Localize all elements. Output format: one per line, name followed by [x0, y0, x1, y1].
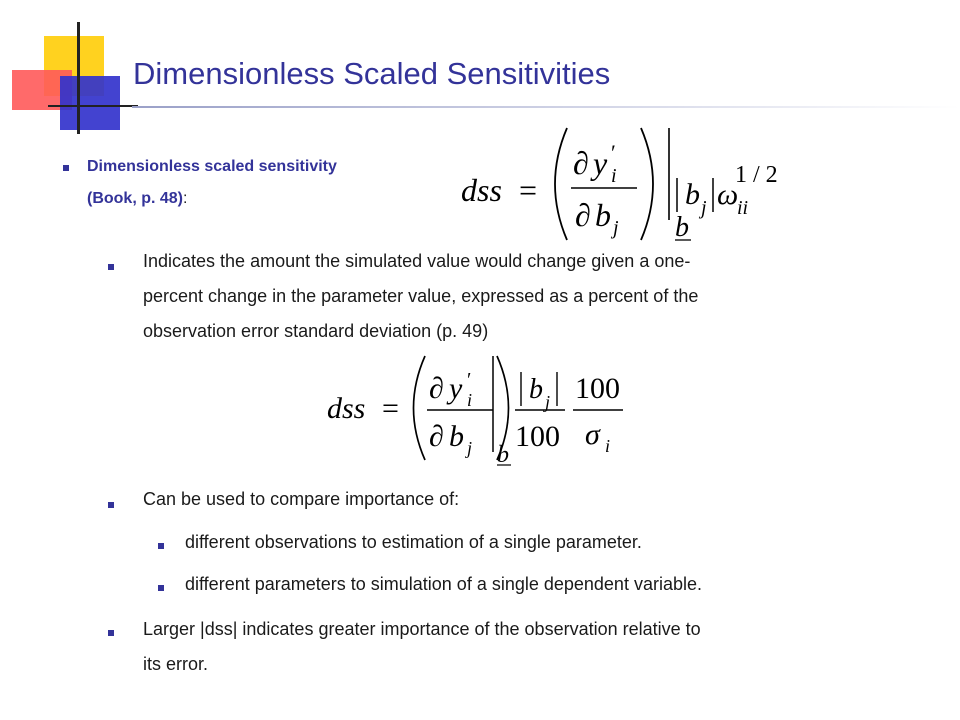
sub-bullet-marker: [158, 543, 164, 549]
eval-var: b: [675, 212, 689, 243]
num-sub: i: [611, 165, 617, 187]
logo-horizontal-line: [48, 105, 138, 107]
eq-lhs: dss: [327, 392, 366, 425]
num-sub: i: [467, 390, 473, 410]
right-paren: [641, 128, 653, 240]
bullet-text-line: observation error standard deviation (p. 49): [143, 321, 489, 341]
prime: ′: [467, 369, 472, 391]
partial-symbol: ∂: [429, 372, 444, 405]
omega-sub: ii: [737, 197, 749, 219]
eq-lhs: dss: [461, 172, 502, 208]
partial-symbol: ∂: [573, 145, 589, 181]
bullet-text-line: percent change in the parameter value, expressed as a percent of the: [143, 286, 699, 306]
num-var: y: [449, 372, 463, 405]
eq-equals: =: [519, 172, 538, 208]
num-var: y: [593, 145, 608, 181]
sigma-sub: i: [605, 436, 611, 456]
sigma: σ: [585, 418, 600, 451]
omega: ω: [717, 178, 739, 211]
bullet-marker: [63, 165, 69, 171]
slide-title: Dimensionless Scaled Sensitivities: [133, 56, 611, 91]
eval-var: b: [497, 442, 509, 468]
abs-var: b: [685, 178, 700, 211]
logo-blue-square: [60, 76, 120, 130]
prime: ′: [611, 140, 616, 165]
hundred-den: 100: [515, 420, 560, 453]
bullet-text-line: Larger |dss| indicates greater importance of the observation relative to: [143, 619, 701, 639]
den-var: b: [449, 420, 464, 453]
den-sub: j: [467, 438, 473, 458]
abs-sub: j: [545, 392, 551, 412]
bullet-text: Dimensionless scaled sensitivity: [87, 158, 337, 175]
exponent: 1 / 2: [735, 162, 778, 188]
den-var: b: [595, 197, 611, 233]
abs-var: b: [529, 374, 543, 405]
hundred-num: 100: [575, 372, 620, 405]
left-paren: [414, 356, 426, 460]
left-paren: [555, 128, 567, 240]
bullet-text-continued: [87, 184, 187, 214]
partial-symbol-den: ∂: [575, 197, 591, 233]
bullet-marker: [108, 502, 114, 508]
logo-vertical-line: [77, 22, 80, 134]
equation-dss-1: [455, 122, 800, 248]
abs-sub: j: [701, 197, 707, 219]
bullet-text-line: its error.: [143, 654, 209, 674]
title-divider: [132, 106, 960, 108]
bullet-text: Can be used to compare importance of:: [143, 489, 460, 509]
book-reference: (Book, p. 48): [87, 190, 184, 207]
bullet-text-line: Indicates the amount the simulated value would change given a one-: [143, 251, 691, 271]
eq-equals: =: [382, 392, 399, 425]
sub-bullet-text: different parameters to simulation of a single dependent variable.: [185, 574, 702, 594]
sub-bullet-text: different observations to estimation of a single parameter.: [185, 532, 642, 552]
den-sub: j: [613, 217, 619, 239]
bullet-marker: [108, 264, 114, 270]
equation-dss-2: [325, 352, 635, 470]
sub-bullet-marker: [158, 585, 164, 591]
bullet-marker: [108, 630, 114, 636]
colon: :: [183, 190, 188, 207]
partial-symbol-den: ∂: [429, 420, 444, 453]
